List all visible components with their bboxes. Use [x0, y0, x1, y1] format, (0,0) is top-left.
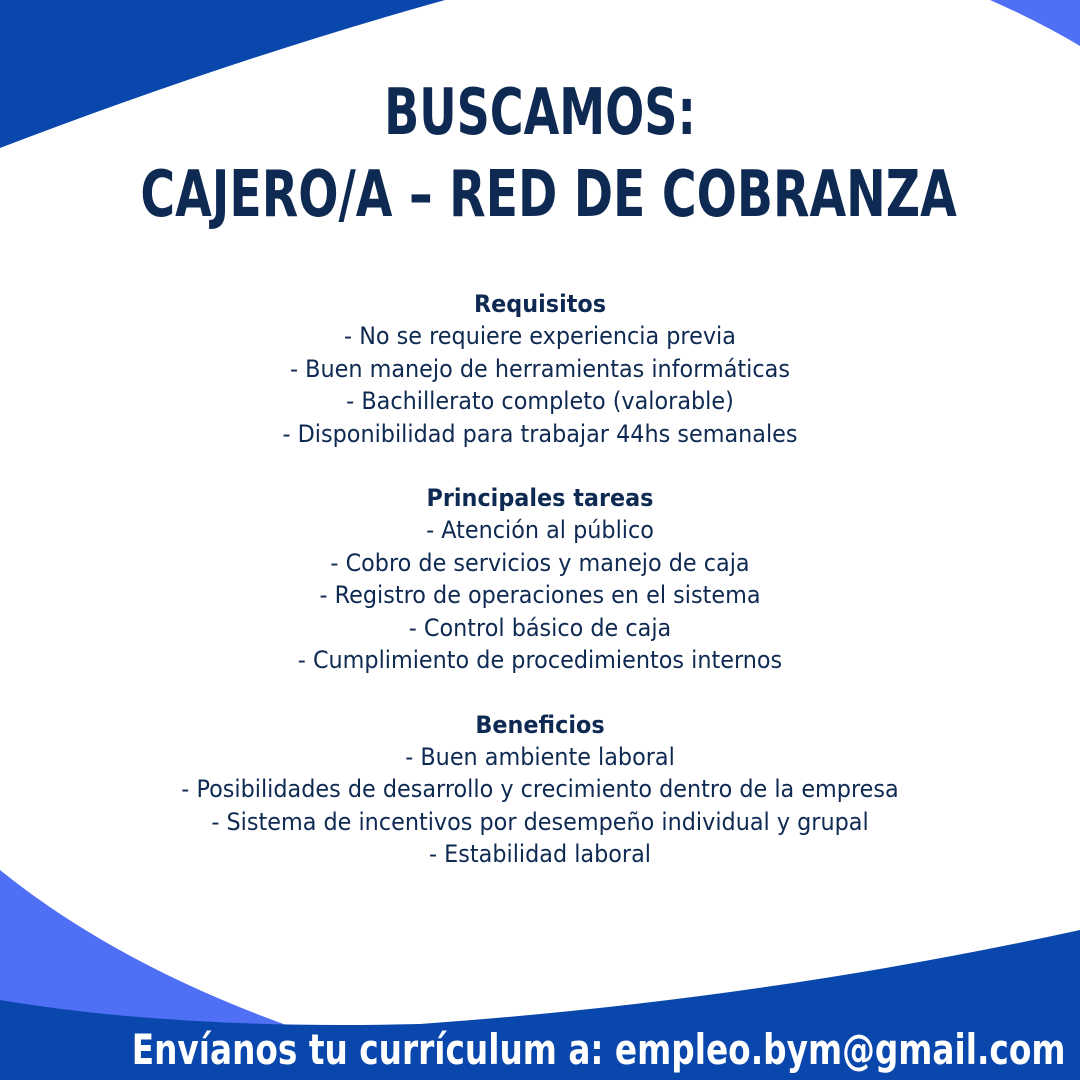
list-item: - Cobro de servicios y manejo de caja	[330, 548, 750, 577]
list-item: - Bachillerato completo (valorable)	[346, 387, 734, 415]
contact-email-text: Envíanos tu currículum a: empleo.bym@gmail.com	[131, 1025, 1066, 1074]
list-item: - Disponibilidad para trabajar 44hs semanales	[282, 419, 798, 448]
contact-footer	[0, 1020, 1080, 1080]
headline-line-1: BUSCAMOS:	[384, 76, 696, 150]
headline-line-2: CAJERO/A – RED DE COBRANZA	[140, 158, 957, 232]
requirements-section	[40, 288, 1040, 450]
section-title-tareas: Principales tareas	[426, 484, 654, 512]
list-item: - Estabilidad laboral	[429, 840, 651, 868]
list-item: - Buen ambiente laboral	[405, 742, 675, 771]
list-item: - Registro de operaciones en el sistema	[319, 581, 761, 609]
list-item: - Control básico de caja	[408, 613, 672, 642]
top-right-corner	[990, 0, 1080, 46]
benefits-section	[40, 709, 1040, 871]
list-item: - Atención al público	[426, 516, 654, 544]
list-item: - Cumplimiento de procedimientos internos	[297, 646, 783, 674]
list-item: - Posibilidades de desarrollo y crecimiento dentro de la empresa	[181, 775, 899, 803]
list-item: - Buen manejo de herramientas informáticas	[290, 354, 790, 383]
section-title-requisitos: Requisitos	[473, 290, 607, 318]
job-details	[40, 288, 1040, 903]
list-item: - Sistema de incentivos por desempeño individual y grupal	[211, 807, 869, 836]
section-title-beneficios: Beneficios	[475, 710, 605, 739]
headline	[0, 72, 1080, 236]
tasks-section	[40, 482, 1040, 677]
list-item: - No se requiere experiencia previa	[344, 322, 736, 350]
